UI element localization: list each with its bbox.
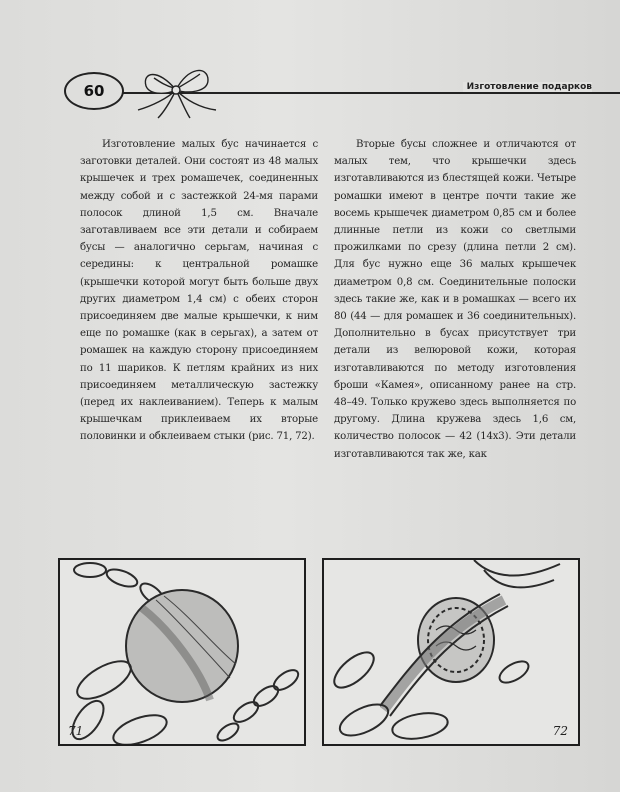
figure-label: 72 bbox=[552, 724, 568, 738]
ribbon-bow-icon bbox=[128, 60, 224, 120]
bead-necklace-illustration-icon bbox=[60, 560, 304, 744]
right-paragraph: Вторые бусы сложнее и отличаются от малых тем, что крышечки здесь изготавливаются из блестящей кожи. Четыре ромашки имеют в центре почти такие же восемь крышечек диаметром 0,85 см и более длинные петли из кожи со светлыми прожилками по срезу (длина петли 2 см). Для бус нужно еще 36 малых крышечек диаметром 0,8 см. Соединительные полоски здесь такие же, как и в ромашках — всего их 80 (44 — для ромашек и 36 соединительных). Дополнительно в бусах присутствует три детали из велюровой кожи, которая изготавливаются по методу изготовления броши «Камея», описанному ранее на стр. 48–49. Только кружево здесь выполняется по другому. Длина кружева здесь 1,6 см, количество полосок — 42 (14х3). Эти детали изготавливаются так же, как bbox=[334, 139, 576, 460]
left-text-column bbox=[80, 136, 318, 446]
figure-71 bbox=[58, 558, 306, 746]
page-header bbox=[62, 60, 592, 120]
cameo-necklace-illustration-icon bbox=[324, 560, 578, 744]
figure-72 bbox=[322, 558, 580, 746]
section-title: Изготовление подарков bbox=[463, 82, 592, 92]
page-number: 60 bbox=[64, 72, 124, 110]
right-text-column bbox=[334, 136, 576, 463]
figure-label: 71 bbox=[68, 724, 84, 738]
left-paragraph: Изготовление малых бус начинается с заготовки деталей. Они состоят из 48 малых крышечек и трех ромашечек, соединенных между собой и с застежкой 24-мя парами полосок длиной 1,5 см. Вначале заготавливаем все эти детали и собираем бусы — аналогично серьгам, начиная с середины: к центральной ромашке (крышечки которой могут быть больше двух других диаметром 1,4 см) с обеих сторон присоединяем две малые крышечки, к ним еще по ромашке (как в серьгах), а затем от ромашек на каждую сторону присоединяем по 11 шариков. К петлям крайних из них присоединяем металлическую застежку (перед их наклеиванием). Теперь к малым крышечкам приклеиваем их вторые половинки и обклеиваем стыки (рис. 71, 72). bbox=[80, 139, 318, 443]
